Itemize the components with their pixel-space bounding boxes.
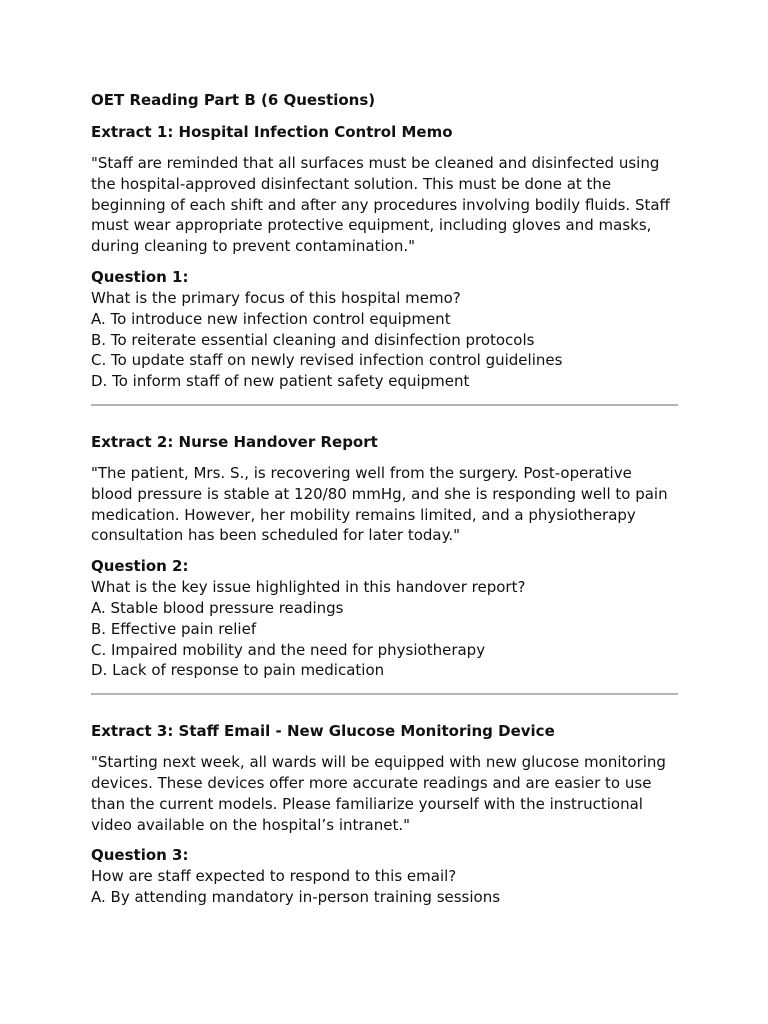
document-title: OET Reading Part B (6 Questions) — [91, 91, 376, 109]
extract-heading: Extract 3: Staff Email - New Glucose Monitoring Device — [91, 722, 555, 741]
document-page — [91, 90, 678, 908]
answer-option: A. To introduce new infection control equipment — [91, 309, 451, 328]
section-divider — [91, 404, 678, 406]
extract-section-3 — [91, 721, 678, 908]
answer-option: D. To inform staff of new patient safety equipment — [91, 372, 470, 391]
extract-section-2 — [91, 432, 678, 681]
answer-option: A. By attending mandatory in-person training sessions — [91, 888, 501, 907]
question-label: Question 2: — [91, 557, 189, 576]
answer-option: D. Lack of response to pain medication — [91, 661, 385, 680]
extract-passage: "The patient, Mrs. S., is recovering well from the surgery. Post-operative blood pressure is stable at 120/80 mmHg, and she is responding well to pain medication. However, her mobility remains limited, and a physiotherapy consultation has been scheduled for later today." — [91, 463, 668, 545]
extract-passage: "Staff are reminded that all surfaces must be cleaned and disinfected using the hospital-approved disinfectant solution. This must be done at the beginning of each shift and after any procedures involving bodily fluids. Staff must wear appropriate protective equipment, including gloves and masks, during cleaning to prevent contamination." — [91, 154, 670, 256]
question-text: How are staff expected to respond to this email? — [91, 867, 457, 886]
question-label: Question 1: — [91, 267, 189, 286]
answer-option: C. Impaired mobility and the need for physiotherapy — [91, 640, 486, 659]
question-text: What is the primary focus of this hospital memo? — [91, 288, 461, 307]
answer-option: B. To reiterate essential cleaning and disinfection protocols — [91, 330, 535, 349]
extract-heading: Extract 1: Hospital Infection Control Memo — [91, 123, 453, 141]
answer-option: B. Effective pain relief — [91, 619, 257, 638]
extract-passage: "Starting next week, all wards will be equipped with new glucose monitoring devices. These devices offer more accurate readings and are easier to use than the current models. Please familiarize yourself with the instructional video available on the hospital’s intranet." — [91, 753, 666, 834]
section-divider — [91, 693, 678, 695]
extract-section-1 — [91, 122, 678, 392]
question-label: Question 3: — [91, 846, 189, 865]
question-text: What is the key issue highlighted in this handover report? — [91, 578, 526, 597]
answer-option: C. To update staff on newly revised infection control guidelines — [91, 351, 563, 370]
answer-option: A. Stable blood pressure readings — [91, 598, 344, 617]
extract-heading: Extract 2: Nurse Handover Report — [91, 432, 378, 451]
